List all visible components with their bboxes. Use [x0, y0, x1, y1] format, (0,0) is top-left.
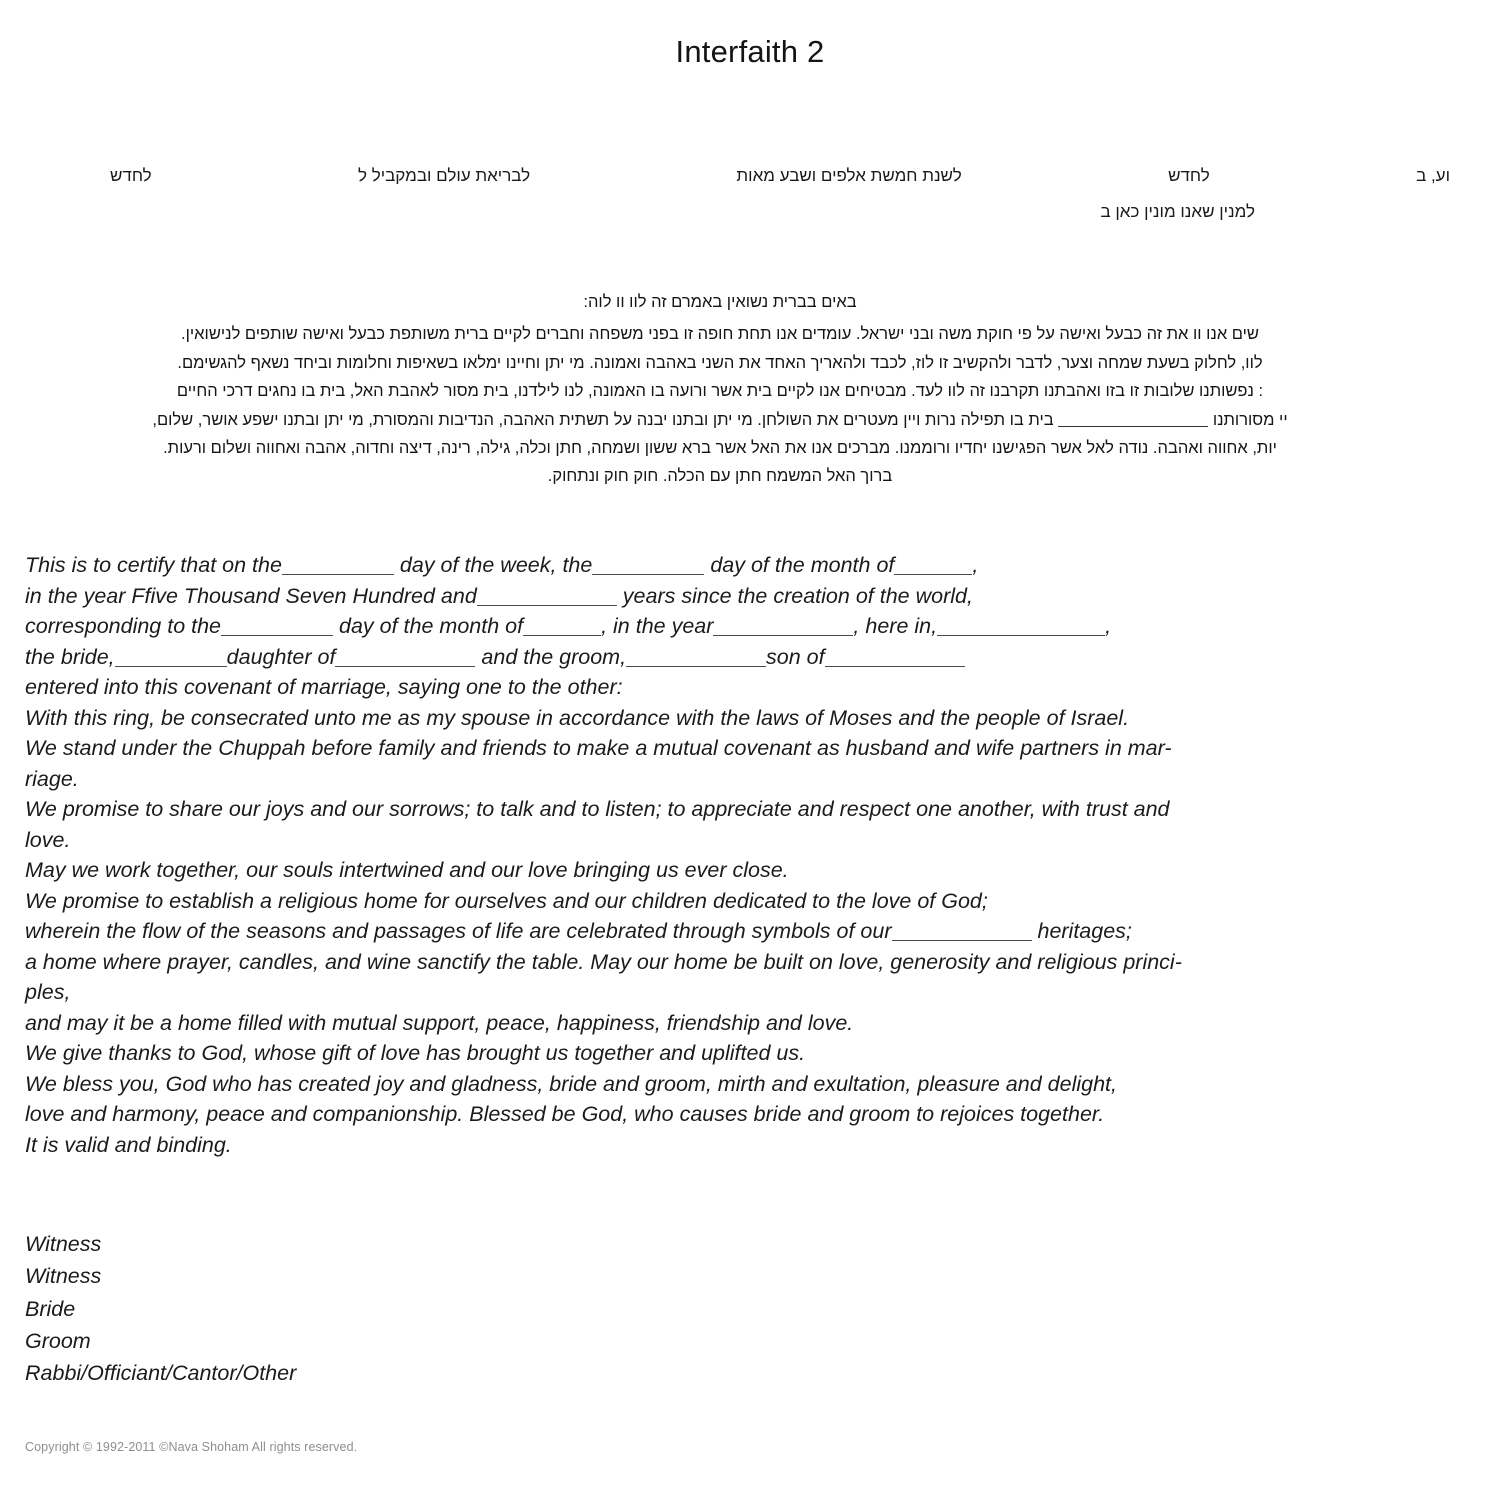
english-paragraph-7	[25, 916, 1475, 947]
day-of-month-blank[interactable]	[592, 574, 704, 575]
bride-parent-blank[interactable]	[335, 666, 475, 667]
english-line-4-part-a: the bride,	[25, 644, 115, 669]
hebrew-header-segment-1: וע, ב	[1416, 166, 1450, 185]
signature-labels	[25, 1228, 296, 1389]
civil-month-blank[interactable]	[523, 635, 601, 636]
hebrew-header-segment-2: לחדש	[1168, 166, 1210, 185]
signature-label-groom: Groom	[25, 1328, 91, 1353]
english-paragraph-3-cont: riage.	[25, 766, 79, 791]
english-line-1-part-c: day of the month of	[710, 553, 895, 577]
signature-label-witness-2: Witness	[25, 1264, 102, 1289]
month-name-blank[interactable]	[894, 574, 972, 575]
location-blank[interactable]	[937, 635, 1105, 636]
hebrew-header-segment-5: לחדש	[110, 166, 152, 185]
hebrew-body-lead: באים בברית נשואין באמרם זה לוו וו לוה:	[583, 293, 857, 311]
english-line-4-part-b: daughter of	[226, 644, 336, 669]
english-paragraph-6: We promise to establish a religious home for ourselves and our children dedicated to the love of God;	[25, 888, 988, 913]
english-line-3	[25, 611, 1475, 642]
hebrew-body-closing: ברוך האל המשמח חתן עם הכלה. חוק חוק ונתחוק.	[547, 467, 893, 486]
civil-day-blank[interactable]	[221, 635, 333, 636]
hebrew-body-line-3: : נפשותנו שלובות זו בזו ואהבתנו תקרבנו זה לוו לעד. מבטיחים אנו לקיים בית אשר ורועה בו האמונה, לנו לילדנו, בית מסור לאהבת האל, בית בו נחגים דרכי החיים	[176, 382, 1264, 401]
english-paragraph-2: With this ring, be consecrated unto me as my spouse in accordance with the laws of Moses and the people of Israel.	[25, 705, 1130, 730]
english-line-3-part-a: corresponding to the	[25, 614, 222, 639]
english-line-2	[25, 581, 1475, 612]
english-body-text	[25, 550, 1475, 1160]
english-line-3-part-b: day of the month of	[339, 614, 524, 639]
groom-parent-blank[interactable]	[825, 666, 965, 667]
hebrew-header-second-line: למנין שאנו מונין כאן ב	[1100, 202, 1255, 221]
english-line-1-part-a: This is to certify that on the	[25, 553, 282, 577]
english-paragraph-9: and may it be a home filled with mutual support, peace, happiness, friendship and love.	[25, 1010, 854, 1035]
english-paragraph-4: We promise to share our joys and our sorrows; to talk and to listen; to appreciate and respect one another, with trust and	[25, 797, 1170, 822]
english-line-2-part-b: years since the creation of the world,	[622, 583, 973, 608]
english-line-2-part-a: in the year Ffive Thousand Seven Hundred and	[25, 583, 477, 608]
hebrew-body-line-5: יות, אחווה ואהבה. נודה לאל אשר הפגישנו יחדיו ורוממנו. מברכים אנו את האל אשר ברא ששון ושמחה, חתן וכלה, גילה, רינה, דיצה וחדוה, אהבה ואחווה ושלום ורעות.	[163, 438, 1277, 457]
hebrew-header-segment-4: לבריאת עולם ובמקביל ל	[357, 166, 531, 185]
english-paragraph-4-cont: love.	[25, 827, 71, 852]
heritages-blank[interactable]	[892, 940, 1032, 941]
english-paragraph-11: We bless you, God who has created joy and gladness, bride and groom, mirth and exultation, pleasure and delight,	[25, 1071, 1117, 1096]
civil-year-blank[interactable]	[713, 635, 853, 636]
english-paragraph-12: love and harmony, peace and companionship. Blessed be God, who causes bride and groom to rejoices together.	[25, 1102, 1105, 1127]
english-paragraph-3: We stand under the Chuppah before family and friends to make a mutual covenant as husband and wife partners in mar-	[25, 736, 1172, 761]
hebrew-year-blank[interactable]	[477, 605, 617, 606]
hebrew-fill-in-blank[interactable]	[1058, 426, 1208, 427]
hebrew-body-line-2: לוו, לחלוק בשעת שמחה וצער, לדבר ולהקשיב זו לוז, לכבד ולהאריך האחד את השני באהבה ואמונה. מי יתן וחיינו ימלאו בשאיפות וחלומות וביחד נשאף להגשימם.	[177, 353, 1263, 372]
hebrew-body-line-4	[20, 406, 1420, 434]
english-paragraph-5: May we work together, our souls intertwined and our love bringing us ever close.	[25, 858, 789, 883]
copyright-notice: Copyright © 1992-2011 ©Nava Shoham All rights reserved.	[25, 1440, 358, 1454]
hebrew-body-line-4-before: יי מסורותנו	[1212, 410, 1288, 429]
english-line-1-part-b: day of the week, the	[399, 553, 593, 577]
hebrew-header-segment-3: לשנת חמשת אלפים ושבע מאות	[736, 166, 962, 185]
english-line-1	[25, 550, 1475, 581]
hebrew-body-text	[20, 288, 1420, 491]
hebrew-header-row	[110, 166, 1450, 186]
english-line-4-part-d: son of	[766, 644, 825, 669]
english-paragraph-13: It is valid and binding.	[25, 1132, 232, 1157]
english-line-4	[25, 642, 1475, 673]
english-paragraph-8-cont: ples,	[25, 980, 71, 1005]
signature-label-officiant: Rabbi/Officiant/Cantor/Other	[25, 1361, 297, 1385]
english-paragraph-7-part-a: wherein the flow of the seasons and passages of life are celebrated through symbols of our	[25, 919, 892, 944]
bride-name-blank[interactable]	[115, 666, 227, 667]
english-line-3-part-c: , in the year	[601, 614, 714, 639]
groom-name-blank[interactable]	[626, 666, 766, 667]
english-paragraph-1: entered into this covenant of marriage, saying one to the other:	[25, 675, 623, 700]
hebrew-header	[110, 166, 1450, 222]
english-paragraph-10: We give thanks to God, whose gift of love has brought us together and uplifted us.	[25, 1041, 806, 1066]
signature-label-bride: Bride	[25, 1296, 76, 1321]
english-line-4-part-c: and the groom,	[481, 644, 627, 669]
hebrew-body-line-4-after: בית בו תפילה נרות ויין מעטרים את השולחן. מי יתן ובתנו יבנה על תשתית האהבה, הנדיבות והמסורת, מי יתן ובתנו ישפע אושר, שלום,	[152, 410, 1054, 429]
english-line-3-part-e: ,	[1105, 614, 1112, 639]
english-paragraph-8: a home where prayer, candles, and wine sanctify the table. May our home be built on love, generosity and religious princi-	[25, 949, 1182, 974]
signature-label-witness-1: Witness	[25, 1232, 102, 1256]
hebrew-body-line-1: שים אנו וו את זה כבעל ואישה על פי חוקת משה ובני ישראל. עומדים אנו תחת חופה זו בפני משפחה וחברים לקיים ברית משותפת כבעל ואישה שותפים לנישואין.	[181, 325, 1259, 344]
english-paragraph-7-part-b: heritages;	[1037, 919, 1132, 944]
day-of-week-blank[interactable]	[282, 574, 394, 575]
english-line-1-part-d: ,	[972, 553, 979, 577]
page-title: Interfaith 2	[675, 34, 825, 69]
english-line-3-part-d: , here in,	[853, 614, 938, 639]
